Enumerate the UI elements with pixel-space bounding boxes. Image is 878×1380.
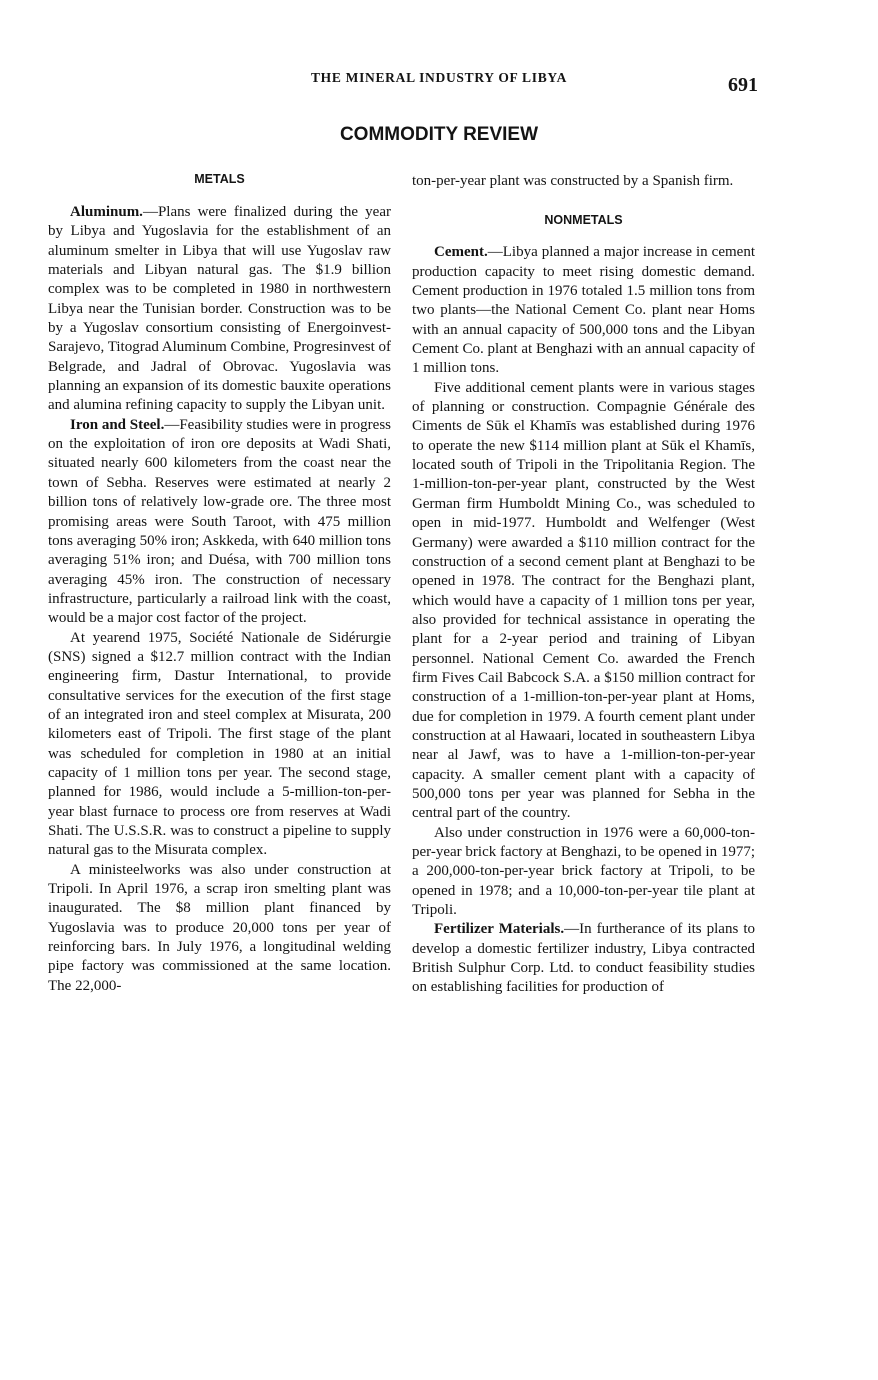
iron-steel-paragraph: [48, 416, 391, 629]
section-title: COMMODITY REVIEW: [339, 124, 539, 145]
iron-steel-text: —Feasibility studies were in progress on the exploitation of iron ore deposits at Wadi Shati, situated nearly 600 kilometers from the coast near the town of Sebha. Reserves were estimated at nearly 2 billion tons of relatively low-grade ore. The three most promising areas were South Taroot, with 475 million tons averaging 50% iron; Askkeda, with 640 million tons averaging 51% iron; and Duésa, with 700 million tons averaging 45% iron. The construction of necessary infrastructure, particularly a railroad link with the coast, would be a major cost factor of the project.: [48, 416, 391, 627]
iron-steel-run-in: Iron and Steel.: [70, 416, 165, 433]
iron-steel-paragraph-3: A ministeelworks was also under construction at Tripoli. In April 1976, a scrap iron smelting plant was inaugurated. The $8 million plant financed by Yugoslavia was to produce 20,000 tons per year of reinforcing bars. In July 1976, a longitudinal welding pipe factory was commissioned at the same location. The 22,000-: [48, 861, 391, 994]
running-title: THE MINERAL INDUSTRY OF LIBYA: [310, 70, 568, 85]
nonmetals-heading: NONMETALS: [544, 213, 623, 228]
cement-text: —Libya planned a major increase in cement production capacity to meet rising domestic demand. Cement production in 1976 totaled 1.5 million tons from two plants—the National Cement Co. plant near Homs with an annual capacity of 500,000 tons and the Libyan Cement Co. plant at Benghazi with an annual capacity of 1 million tons.: [412, 244, 755, 377]
left-column: [48, 172, 391, 996]
iron-steel-paragraph-2: At yearend 1975, Société Nationale de Sidérurgie (SNS) signed a $12.7 million contract with the Indian engineering firm, Dastur International, to provide consultative services for the execution of the first stage of an integrated iron and steel complex at Misurata, 200 kilometers east of Tripoli. The first stage of the plant was scheduled for completion in 1980 at an initial capacity of 1 million tons per year. The second stage, planned for 1986, would include a 5-million-ton-per-year blast furnace to process ore from reserves at Wadi Shati. The U.S.S.R. was to construct a pipeline to supply natural gas to the Misurata complex.: [48, 629, 391, 859]
fertilizer-text: —In furtherance of its plans to develop a domestic fertilizer industry, Libya contracted British Sulphur Corp. Ltd. to conduct feasibility studies on establishing facilities for production of: [412, 921, 755, 996]
fertilizer-run-in: Fertilizer Materials.: [434, 921, 565, 938]
cement-paragraph-3: Also under construction in 1976 were a 60,000-ton-per-year brick factory at Benghazi, to be opened in 1977; a 200,000-ton-per-year brick factory at Tripoli, to be opened in 1978; and a 10,000-ton-per-year tile plant at Tripoli.: [412, 824, 755, 919]
metals-heading: METALS: [194, 172, 245, 186]
cement-run-in: Cement.: [434, 244, 488, 261]
right-column: [412, 172, 755, 998]
page-number: 691: [728, 74, 758, 96]
fertilizer-paragraph: [412, 920, 755, 997]
aluminum-run-in: Aluminum.: [70, 204, 143, 220]
iron-steel-paragraph-3-continued: ton-per-year plant was constructed by a Spanish firm.: [412, 173, 734, 189]
cement-paragraph: [412, 243, 755, 378]
aluminum-text: —Plans were finalized during the year by Libya and Yugoslavia for the establishment of an aluminum smelter in Libya that will use Yugoslav raw materials and Libyan natural gas. The $1.9 billion complex was to be completed in 1980 in northwestern Libya near the Tunisian border. Construction was to be by a Yugoslav consortium consisting of Energoinvest-Sarajevo, Titograd Aluminum Combine, Progresinvest of Belgrade, and Jadral of Obrovac. Yugoslavia was planning an expansion of its domestic bauxite operations and alumina refining capacity to supply the Libyan unit.: [48, 204, 391, 414]
aluminum-paragraph: [48, 203, 391, 416]
cement-paragraph-2: Five additional cement plants were in various stages of planning or construction. Compagnie Générale des Ciments de Sūk el Khamīs was established during 1976 to operate the new $114 million plant at Sūk el Khamīs, located south of Tripoli in the Tripolitania Region. The 1-million-ton-per-year plant, constructed by the West German firm Humboldt Mining Co., was scheduled to open in mid-1977. Humboldt and Welfenger (West Germany) were awarded a $110 million contract for the construction of a second cement plant at Benghazi to be opened in 1978. The contract for the Benghazi plant, which would have a capacity of 1 million tons per year, also provided for technical assistance in operating the plant for a 2-year period and training of Libyan personnel. National Cement Co. awarded the French firm Fives Cail Babcock S.A. a $150 million contract for construction of a 1-million-ton-per-year plant at Homs, due for completion in 1979. A fourth cement plant under construction at al Hawaari, located in southeastern Libya near al Jawf, was to have a 1-million-ton-per-year capacity. A smaller cement plant with a capacity of 500,000 tons per year was planned for Sebha in the central part of the country.: [412, 379, 755, 822]
